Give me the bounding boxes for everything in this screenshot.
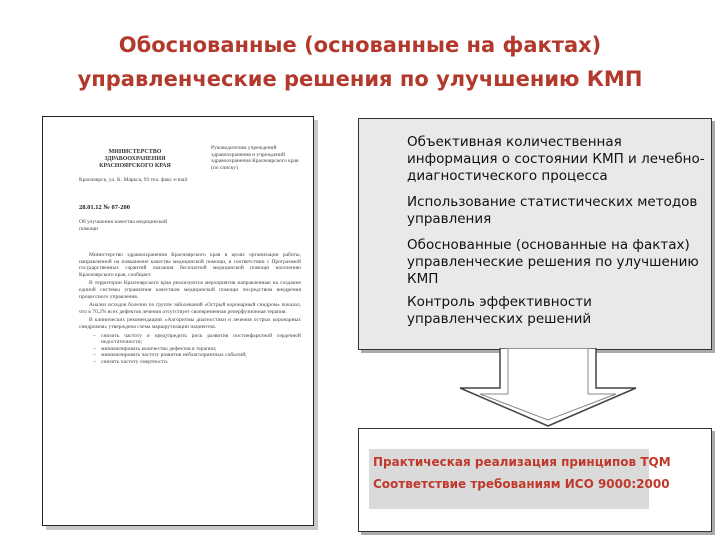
letter-subject: Об улучшении качества медицинской помощи — [79, 219, 168, 232]
letter-body — [79, 252, 301, 366]
letter-paragraph: Министерство здравоохранения Красноярского края в целях организации работы, направленной на повышение качества медицинской помощи, в соответствии с Программой государственных гарантий оказания бесплатной медицинской помощи населению Красноярского края, сообщает. — [79, 252, 301, 278]
down-arrow-icon — [448, 348, 648, 428]
letter-list-item: – снизить частоту смертности. — [101, 359, 301, 366]
result-line-iso: Соответствие требованиям ИСО 9000:2000 — [373, 477, 670, 491]
slide-title — [0, 28, 720, 96]
letter-header-line: КРАСНОЯРСКОГО КРАЯ — [99, 163, 171, 169]
letter-address: Красноярск, ул. К. Маркса, 93 тел. факс e-mail — [79, 177, 188, 183]
letter-list — [79, 333, 301, 366]
letter-paragraph: В клинических рекомендациях «Алгоритмы диагностики и лечения острых коронарных синдромов» утверждена схема маршрутизации пациентов. — [79, 317, 301, 330]
result-line-tqm: Практическая реализация принципов TQM — [373, 455, 671, 469]
letter-header-line: ЗДРАВООХРАНЕНИЯ — [104, 156, 166, 162]
letter-recipient: Руководителям учреждений здравоохранения и учреждений здравоохранения Красноярского края (по списку) — [211, 145, 299, 171]
letter-paragraph: В территории Красноярского края реализуются мероприятия направленные на создание единой системы управления качеством медицинской помощи посредством внедрения процессного управления. — [79, 280, 301, 300]
letter-paragraph: Анализ исходов болезни по группе заболеваний «Острый коронарный синдром» показал, что в 70,2% всех дефектов лечения отсутствует своевременная реперфузионная терапия. — [79, 302, 301, 315]
process-box — [358, 118, 712, 350]
letter-list-item: – минимизировать количество дефектов в терапии; — [101, 346, 301, 353]
slide-title-line-1: Обоснованные (основанные на фактах) — [118, 33, 602, 57]
process-item-control: Контроль эффективности управленческих решений — [407, 294, 592, 327]
result-box — [358, 428, 712, 532]
process-item-decisions: Обоснованные (основанные на фактах) управленческие решения по улучшению КМП — [407, 237, 699, 287]
letter-list-item: – снизить частоту и предупредить риск развития постинфарктной сердечной недостаточности; — [101, 333, 301, 346]
scanned-letter — [42, 116, 314, 526]
process-item-info: Объективная количественная информация о состоянии КМП и лечебно-диагностического процесса — [407, 134, 705, 184]
letter-date: 28.01.12 № 07-200 — [79, 204, 130, 211]
letter-list-item: – минимизировать частоту развития неблагоприятных событий; — [101, 352, 301, 359]
letter-header-ministry — [79, 149, 191, 170]
process-item-statistics: Использование статистических методов управления — [407, 194, 698, 227]
letter-header-line: МИНИСТЕРСТВО — [108, 149, 162, 155]
slide-title-line-2: управленческие решения по улучшению КМП — [77, 67, 643, 91]
